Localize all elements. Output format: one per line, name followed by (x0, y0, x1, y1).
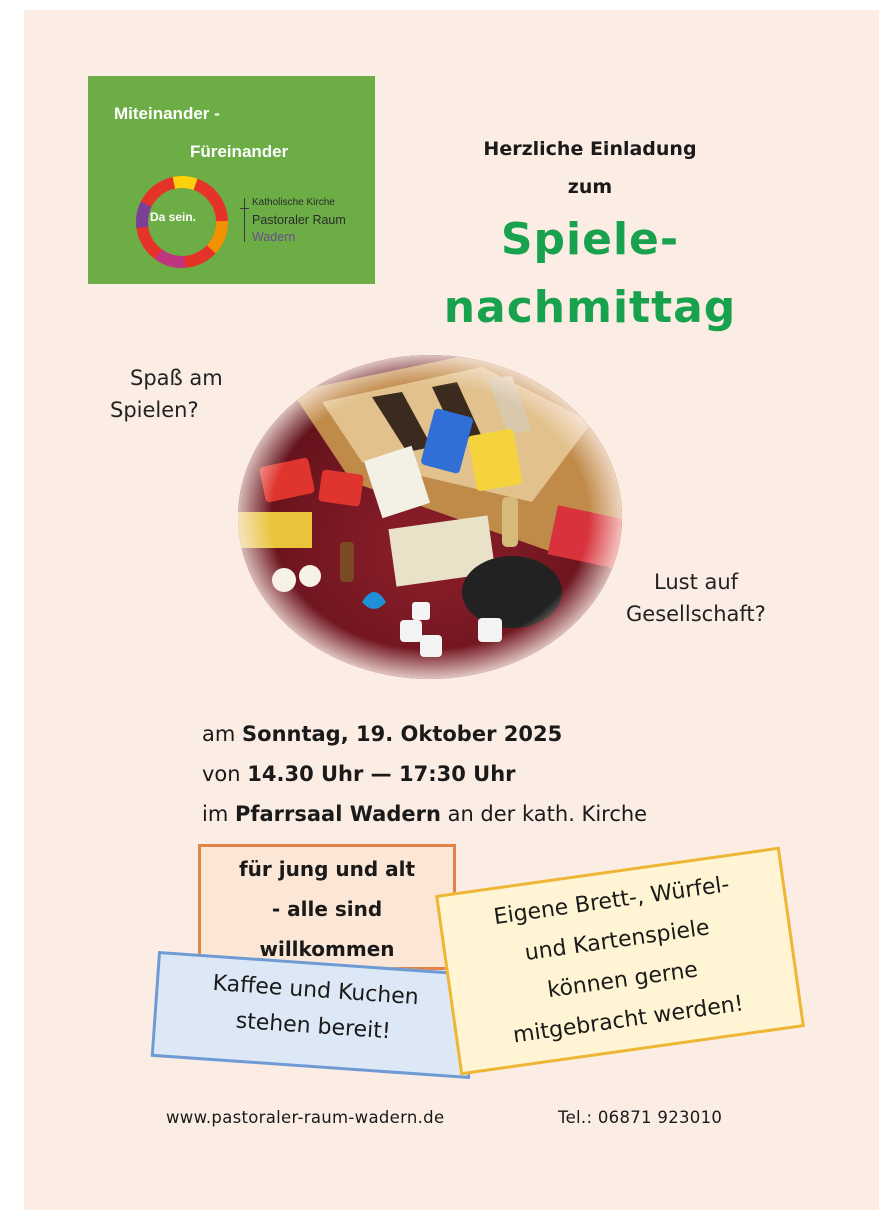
event-details (202, 714, 647, 834)
event-place: Pfarrsaal Wadern (234, 802, 441, 826)
logo-line1: Miteinander - (114, 104, 220, 123)
logo (88, 76, 375, 284)
website-text: www.pastoraler-raum-wadern.de (166, 1108, 445, 1127)
welcome-note-line: - alle sind (271, 897, 383, 921)
event-title-line1: Spiele- (500, 214, 680, 265)
invitation-line2: zum (567, 176, 613, 198)
event-title-line2: nachmittag (443, 282, 737, 333)
question-company (626, 566, 766, 630)
invitation-line1: Herzliche Einladung (483, 138, 697, 160)
question-fun (110, 362, 223, 426)
bring-games-note-line: und Kartenspiele (523, 915, 712, 967)
bring-games-note-line: mitgebracht werden! (511, 991, 746, 1049)
welcome-note (198, 844, 456, 970)
place-suffix: an der kath. Kirche (440, 802, 648, 826)
board-games-photo (232, 352, 628, 682)
coffee-note (151, 951, 478, 1079)
bring-games-note-line: Eigene Brett-, Würfel- (492, 872, 731, 931)
logo-org-line1: Katholische Kirche (252, 197, 335, 208)
bring-games-note-line: können gerne (545, 957, 700, 1004)
coffee-note-line: stehen bereit! (234, 1008, 392, 1045)
welcome-note-line: willkommen (259, 937, 395, 961)
event-date: Sonntag, 19. Oktober 2025 (242, 722, 563, 746)
logo-org-line3: Wadern (252, 230, 296, 244)
event-place-row (202, 794, 647, 834)
phone-text: Tel.: 06871 923010 (558, 1108, 723, 1127)
event-time: 14.30 Uhr — 17:30 Uhr (247, 762, 516, 786)
cross-icon (240, 208, 249, 209)
question-company-line1: Lust auf (654, 570, 739, 594)
event-date-row (202, 714, 647, 754)
welcome-note-line: für jung und alt (238, 857, 416, 881)
logo-ring-text: Da sein. (150, 210, 197, 224)
time-prefix: von (202, 762, 248, 786)
logo-divider (244, 198, 245, 242)
place-prefix: im (202, 802, 235, 826)
question-fun-line2: Spielen? (110, 398, 199, 422)
question-company-line2: Gesellschaft? (626, 602, 766, 626)
question-fun-line1: Spaß am (130, 366, 223, 390)
logo-line2: Füreinander (190, 142, 289, 161)
date-prefix: am (202, 722, 243, 746)
event-time-row (202, 754, 647, 794)
coffee-note-line: Kaffee und Kuchen (211, 970, 420, 1011)
logo-org-line2: Pastoraler Raum (252, 213, 346, 227)
